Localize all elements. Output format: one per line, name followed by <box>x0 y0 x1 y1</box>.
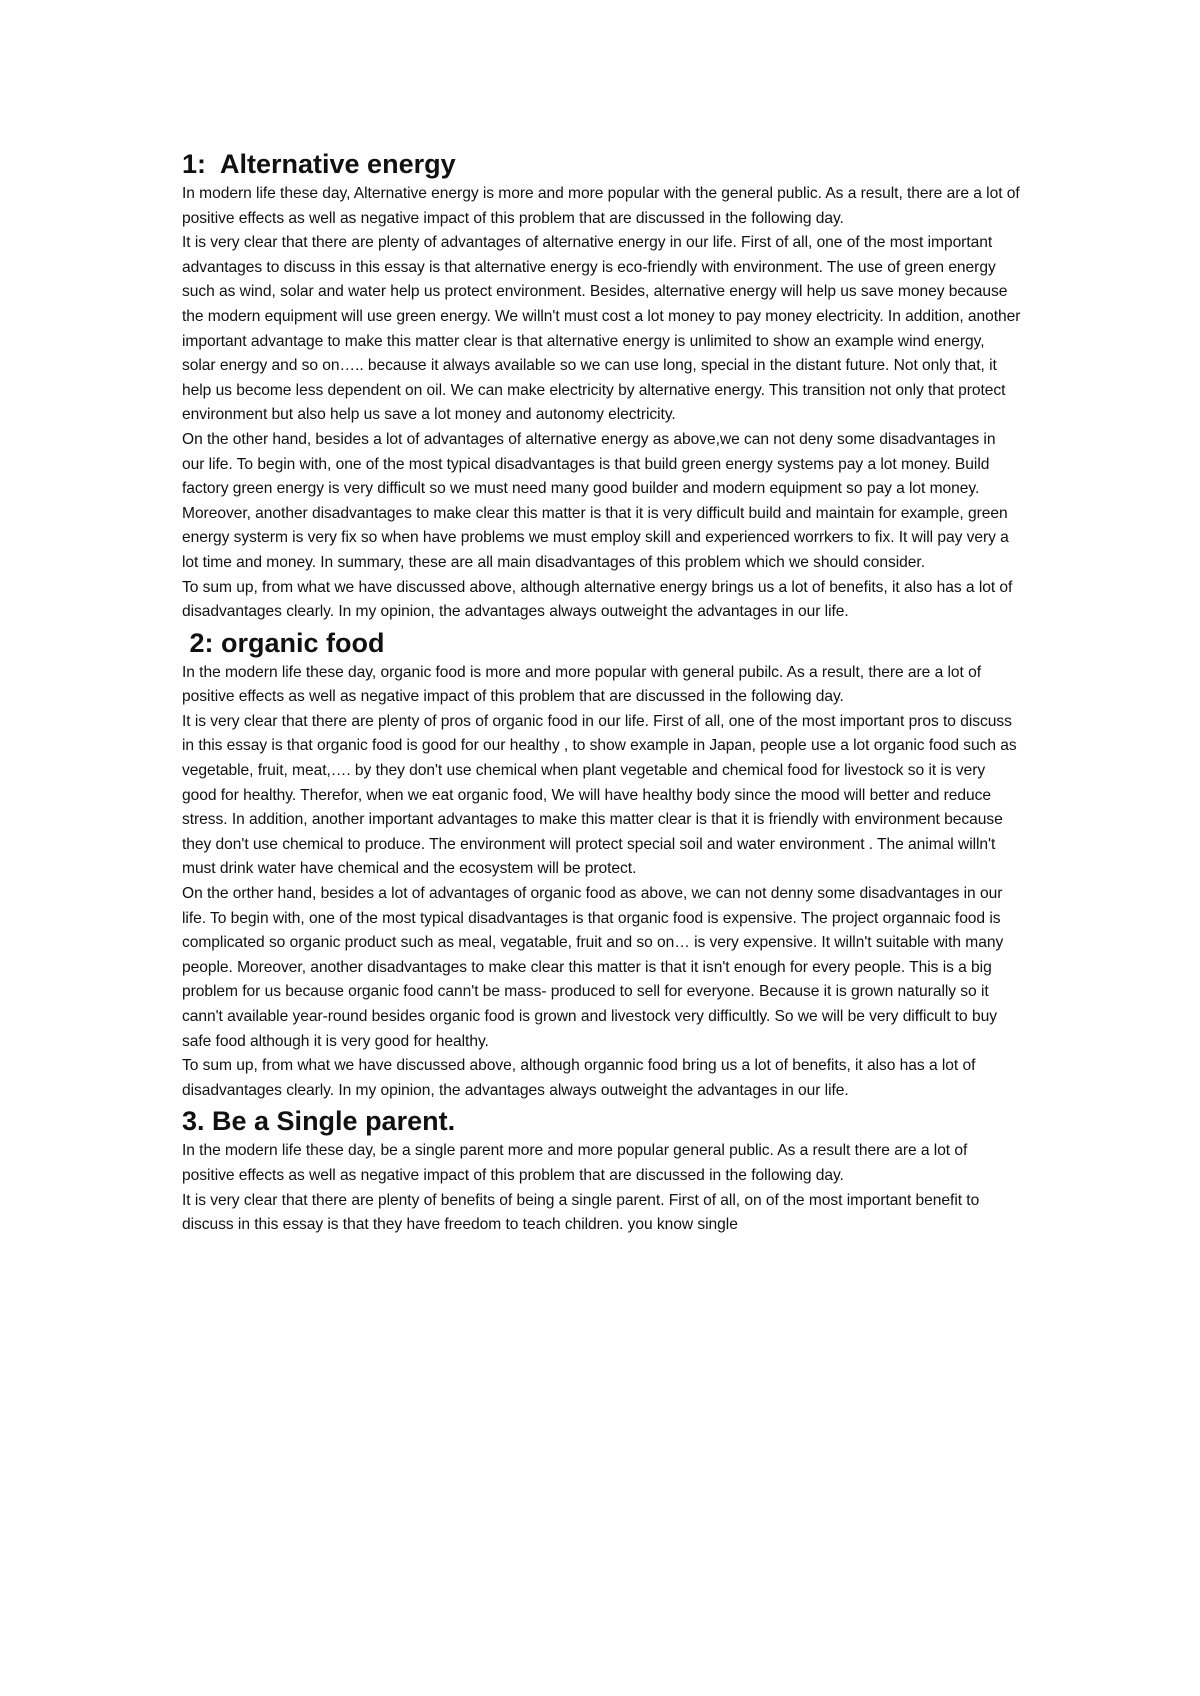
section-heading: 3. Be a Single parent. <box>182 1106 456 1137</box>
paragraph: On the other hand, besides a lot of advantages of alternative energy as above,we can not deny some disadvantages in our life. To begin with, one of the most typical disadvantages is that build green energy systems pay a lot money. Build factory green energy is very difficult so we must need many good builder and modern equipment so pay a lot money. Moreover, another disadvantages to make clear this matter is that it is very difficult build and maintain for example, green energy systerm is very fix so when have problems we must employ skill and experienced worrkers to fix. It will pay very a lot time and money. In summary, these are all main disadvantages of this problem which we should consider. <box>182 430 1009 571</box>
paragraph: It is very clear that there are plenty of benefits of being a single parent. First of all, on of the most important benefit to discuss in this essay is that they have freedom to teach children. you know single <box>182 1191 980 1234</box>
paragraph: To sum up, from what we have discussed above, although organnic food bring us a lot of benefits, it also has a lot of disadvantages clearly. In my opinion, the advantages always outweight the advantages in our life. <box>182 1057 976 1099</box>
paragraph: It is very clear that there are plenty of pros of organic food in our life. First of all, one of the most important pros to discuss in this essay is that organic food is good for our healthy , to show example in Japan, people use a lot organic food such as vegetable, fruit, meat,…. by they don't use chemical when plant vegetable and chemical food for livestock so it is very good for healthy. Therefor, when we eat organic food, We will have healthy body since the mood will better and reduce stress. In addition, another important advantages to make this matter clear is that it is friendly with environment because they don't use chemical to produce. The environment will protect special soil and water environment . The animal willn't must drink water have chemical and the ecosystem will be protect. <box>182 712 1017 878</box>
paragraph: To sum up, from what we have discussed above, although alternative energy brings us a lot of benefits, it also has a lot of disadvantages clearly. In my opinion, the advantages always outweight the advantages in our life. <box>182 578 1013 621</box>
paragraph: In modern life these day, Alternative energy is more and more popular with the general public. As a result, there are a lot of positive effects as well as negative impact of this problem that are discussed in the following day. <box>182 185 1020 227</box>
section-single-parent <box>182 1103 1022 1237</box>
paragraph: In the modern life these day, organic food is more and more popular with general pubilc. As a result, there are a lot of positive effects as well as negative impact of this problem that are discussed in the following day. <box>182 663 981 706</box>
paragraph: In the modern life these day, be a single parent more and more popular general public. As a result there are a lot of positive effects as well as negative impact of this problem that are discussed in the following day. <box>182 1142 968 1184</box>
section-alternative-energy <box>182 146 1022 625</box>
section-heading: 1: Alternative energy <box>182 149 456 179</box>
section-organic-food <box>182 625 1022 1104</box>
paragraph: On the orther hand, besides a lot of advantages of organic food as above, we can not denny some disadvantages in our life. To begin with, one of the most typical disadvantages is that organic food is expensive. The project organnaic food is complicated so organic product such as meal, vegatable, fruit and so on… is very expensive. It willn't suitable with many people. Moreover, another disadvantages to make clear this matter is that it isn't enough for every people. This is a big problem for us because organic food cann't be mass- produced to sell for everyone. Because it is grown naturally so it cann't available year-round besides organic food is grown and livestock very difficultly. So we will be very difficult to buy safe food although it is very good for healthy. <box>182 885 1004 1050</box>
paragraph: It is very clear that there are plenty of advantages of alternative energy in our life. First of all, one of the most important advantages to discuss in this essay is that alternative energy is eco-friendly with environment. The use of green energy such as wind, solar and water help us protect environment. Besides, alternative energy will help us save money because the modern equipment will use green energy. We willn't must cost a lot money to pay money electricity. In addition, another important advantage to make this matter clear is that alternative energy is unlimited to show an example wind energy, solar energy and so on….. because it always available so we can use long, special in the distant future. Not only that, it help us become less dependent on oil. We can make electricity by alternative energy. This transition not only that protect environment but also help us save a lot money and autonomy electricity. <box>182 234 1021 424</box>
document-page <box>182 146 1022 1238</box>
section-heading: 2: organic food <box>182 627 385 658</box>
